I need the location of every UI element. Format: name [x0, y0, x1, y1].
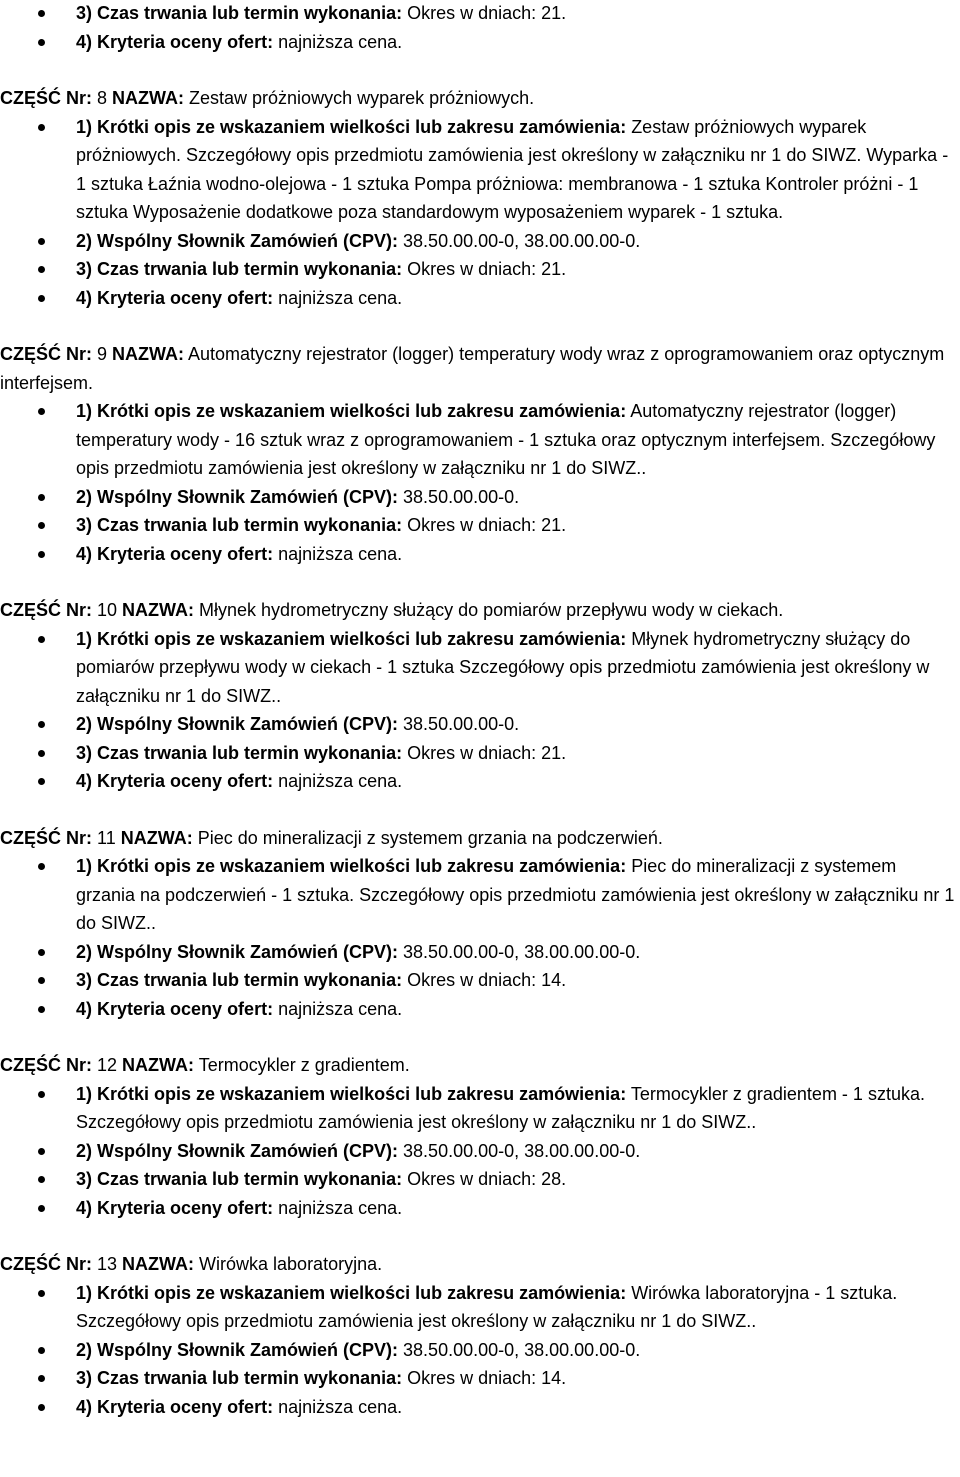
part-heading	[0, 1051, 960, 1080]
bullet-item	[0, 1165, 960, 1194]
part-name: Młynek hydrometryczny służący do pomiarów przepływu wody w ciekach.	[194, 600, 784, 620]
item-label: 1) Krótki opis ze wskazaniem wielkości lub zakresu zamówienia:	[76, 856, 627, 876]
part-bullet-list	[0, 113, 960, 313]
item-text: 38.50.00.00-0, 38.00.00.00-0.	[398, 230, 641, 251]
part-heading	[0, 596, 960, 625]
part-number: 10	[92, 600, 123, 620]
bullet-item	[0, 1393, 960, 1422]
item-text: 38.50.00.00-0.	[398, 486, 520, 507]
part-heading	[0, 824, 960, 853]
bullet-item	[0, 0, 960, 28]
item-label: 1) Krótki opis ze wskazaniem wielkości lub zakresu zamówienia:	[76, 116, 627, 137]
bullet-item	[0, 255, 960, 284]
item-text: 38.50.00.00-0, 38.00.00.00-0.	[398, 941, 641, 962]
item-text: najniższa cena.	[273, 543, 403, 564]
item-label: 4) Kryteria oceny ofert:	[76, 1396, 274, 1417]
part-section	[0, 1250, 960, 1421]
name-label: NAZWA:	[122, 600, 195, 620]
part-heading	[0, 340, 960, 397]
bullet-item	[0, 1137, 960, 1166]
name-label: NAZWA:	[112, 344, 185, 364]
part-bullet-list	[0, 1279, 960, 1422]
item-text: 38.50.00.00-0, 38.00.00.00-0.	[398, 1140, 641, 1161]
item-label: 3) Czas trwania lub termin wykonania:	[76, 1368, 403, 1388]
top-bullet-list	[0, 0, 960, 56]
item-text: Okres w dniach: 14.	[402, 1368, 567, 1388]
item-text: Automatyczny rejestrator (logger) temperatury wody - 16 sztuk wraz z oprogramowaniem - 1 sztuka oraz optycznym interfejsem. Szczegółowy opis przedmiotu zamówienia jest określony w załączniku nr 1 do SIWZ..	[76, 401, 936, 478]
item-label: 2) Wspólny Słownik Zamówień (CPV):	[76, 486, 399, 507]
part-number: 13	[92, 1254, 123, 1274]
item-text: Okres w dniach: 21.	[402, 3, 567, 23]
part-heading	[0, 1250, 960, 1279]
item-text: najniższa cena.	[273, 31, 403, 52]
bullet-item	[0, 1279, 960, 1336]
item-text: najniższa cena.	[273, 998, 403, 1019]
bullet-item	[0, 227, 960, 256]
part-bullet-list	[0, 852, 960, 1023]
item-label: 3) Czas trwania lub termin wykonania:	[76, 259, 403, 279]
part-label: CZĘŚĆ Nr:	[0, 827, 93, 848]
part-section	[0, 340, 960, 568]
item-label: 1) Krótki opis ze wskazaniem wielkości lub zakresu zamówienia:	[76, 1083, 627, 1104]
part-bullet-list	[0, 1080, 960, 1223]
part-section	[0, 1051, 960, 1222]
bullet-item	[0, 113, 960, 227]
bullet-item	[0, 511, 960, 540]
bullet-item	[0, 1080, 960, 1137]
bullet-item	[0, 28, 960, 57]
bullet-item	[0, 483, 960, 512]
item-text: Piec do mineralizacji z systemem grzania na podczerwień - 1 sztuka. Szczegółowy opis przedmiotu zamówienia jest określony w załączniku nr 1 do SIWZ..	[76, 856, 955, 933]
part-number: 12	[92, 1055, 123, 1075]
item-label: 3) Czas trwania lub termin wykonania:	[76, 515, 403, 535]
item-label: 4) Kryteria oceny ofert:	[76, 31, 274, 52]
item-label: 2) Wspólny Słownik Zamówień (CPV):	[76, 230, 399, 251]
item-text: Okres w dniach: 21.	[402, 742, 567, 763]
bullet-item	[0, 995, 960, 1024]
item-text: Okres w dniach: 28.	[402, 1169, 567, 1189]
item-label: 1) Krótki opis ze wskazaniem wielkości lub zakresu zamówienia:	[76, 628, 627, 649]
item-label: 2) Wspólny Słownik Zamówień (CPV):	[76, 941, 399, 962]
item-text: Zestaw próżniowych wyparek próżniowych. Szczegółowy opis przedmiotu zamówienia jest określony w załączniku nr 1 do SIWZ. Wyparka - 1 sztuka Łaźnia wodno-olejowa - 1 sztuka Pompa próżniowa: membranowa - 1 sztuka Kontroler próżni - 1 sztuka Wyposażenie dodatkowe poza standardowym wyposażeniem wyparek - 1 sztuka.	[76, 116, 949, 222]
item-label: 3) Czas trwania lub termin wykonania:	[76, 1169, 403, 1189]
part-section	[0, 84, 960, 312]
name-label: NAZWA:	[122, 1254, 195, 1274]
bullet-item	[0, 739, 960, 768]
bullet-item	[0, 1364, 960, 1393]
part-label: CZĘŚĆ Nr:	[0, 1055, 93, 1075]
part-name: Piec do mineralizacji z systemem grzania na podczerwień.	[192, 827, 663, 848]
item-text: Okres w dniach: 21.	[402, 259, 567, 279]
item-text: Wirówka laboratoryjna - 1 sztuka. Szczegółowy opis przedmiotu zamówienia jest określony w załączniku nr 1 do SIWZ..	[76, 1282, 898, 1331]
bullet-item	[0, 625, 960, 711]
item-label: 4) Kryteria oceny ofert:	[76, 1197, 274, 1218]
item-text: Okres w dniach: 21.	[402, 515, 567, 535]
part-label: CZĘŚĆ Nr:	[0, 1254, 93, 1274]
bullet-item	[0, 710, 960, 739]
item-label: 4) Kryteria oceny ofert:	[76, 543, 274, 564]
item-text: najniższa cena.	[273, 1396, 403, 1417]
part-section	[0, 824, 960, 1024]
part-number: 9	[92, 344, 113, 364]
name-label: NAZWA:	[122, 1055, 195, 1075]
bullet-item	[0, 852, 960, 938]
part-number: 8	[92, 88, 113, 108]
item-label: 3) Czas trwania lub termin wykonania:	[76, 742, 403, 763]
item-text: Termocykler z gradientem - 1 sztuka. Szczegółowy opis przedmiotu zamówienia jest określony w załączniku nr 1 do SIWZ..	[76, 1083, 925, 1132]
name-label: NAZWA:	[112, 88, 185, 108]
bullet-item	[0, 1336, 960, 1365]
part-section	[0, 596, 960, 796]
name-label: NAZWA:	[120, 827, 193, 848]
bullet-item	[0, 284, 960, 313]
item-label: 3) Czas trwania lub termin wykonania:	[76, 970, 403, 990]
item-label: 2) Wspólny Słownik Zamówień (CPV):	[76, 1339, 399, 1360]
item-label: 2) Wspólny Słownik Zamówień (CPV):	[76, 1140, 399, 1161]
item-text: Okres w dniach: 14.	[402, 970, 567, 990]
part-name: Zestaw próżniowych wyparek próżniowych.	[184, 88, 535, 108]
item-label: 4) Kryteria oceny ofert:	[76, 771, 274, 791]
item-label: 3) Czas trwania lub termin wykonania:	[76, 3, 403, 23]
item-label: 4) Kryteria oceny ofert:	[76, 998, 274, 1019]
bullet-item	[0, 540, 960, 569]
bullet-item	[0, 767, 960, 796]
parts-container	[0, 84, 960, 1421]
bullet-item	[0, 397, 960, 483]
part-heading	[0, 84, 960, 113]
item-text: 38.50.00.00-0.	[398, 714, 520, 734]
part-number: 11	[92, 827, 121, 848]
item-label: 2) Wspólny Słownik Zamówień (CPV):	[76, 714, 399, 734]
item-text: Młynek hydrometryczny służący do pomiarów przepływu wody w ciekach - 1 sztuka Szczegółowy opis przedmiotu zamówienia jest określony w załączniku nr 1 do SIWZ..	[76, 628, 930, 706]
item-label: 1) Krótki opis ze wskazaniem wielkości lub zakresu zamówienia:	[76, 401, 627, 421]
part-name: Automatyczny rejestrator (logger) temperatury wody wraz z oprogramowaniem oraz optycznym interfejsem.	[0, 344, 945, 393]
item-text: 38.50.00.00-0, 38.00.00.00-0.	[398, 1339, 641, 1360]
part-name: Termocykler z gradientem.	[194, 1055, 410, 1075]
part-label: CZĘŚĆ Nr:	[0, 88, 93, 108]
item-label: 1) Krótki opis ze wskazaniem wielkości lub zakresu zamówienia:	[76, 1282, 627, 1303]
part-name: Wirówka laboratoryjna.	[194, 1254, 383, 1274]
part-label: CZĘŚĆ Nr:	[0, 600, 93, 620]
item-text: najniższa cena.	[273, 287, 403, 308]
item-text: najniższa cena.	[273, 771, 403, 791]
bullet-item	[0, 966, 960, 995]
part-bullet-list	[0, 397, 960, 568]
item-label: 4) Kryteria oceny ofert:	[76, 287, 274, 308]
part-bullet-list	[0, 625, 960, 796]
part-label: CZĘŚĆ Nr:	[0, 344, 93, 364]
bullet-item	[0, 1194, 960, 1223]
bullet-item	[0, 938, 960, 967]
item-text: najniższa cena.	[273, 1197, 403, 1218]
